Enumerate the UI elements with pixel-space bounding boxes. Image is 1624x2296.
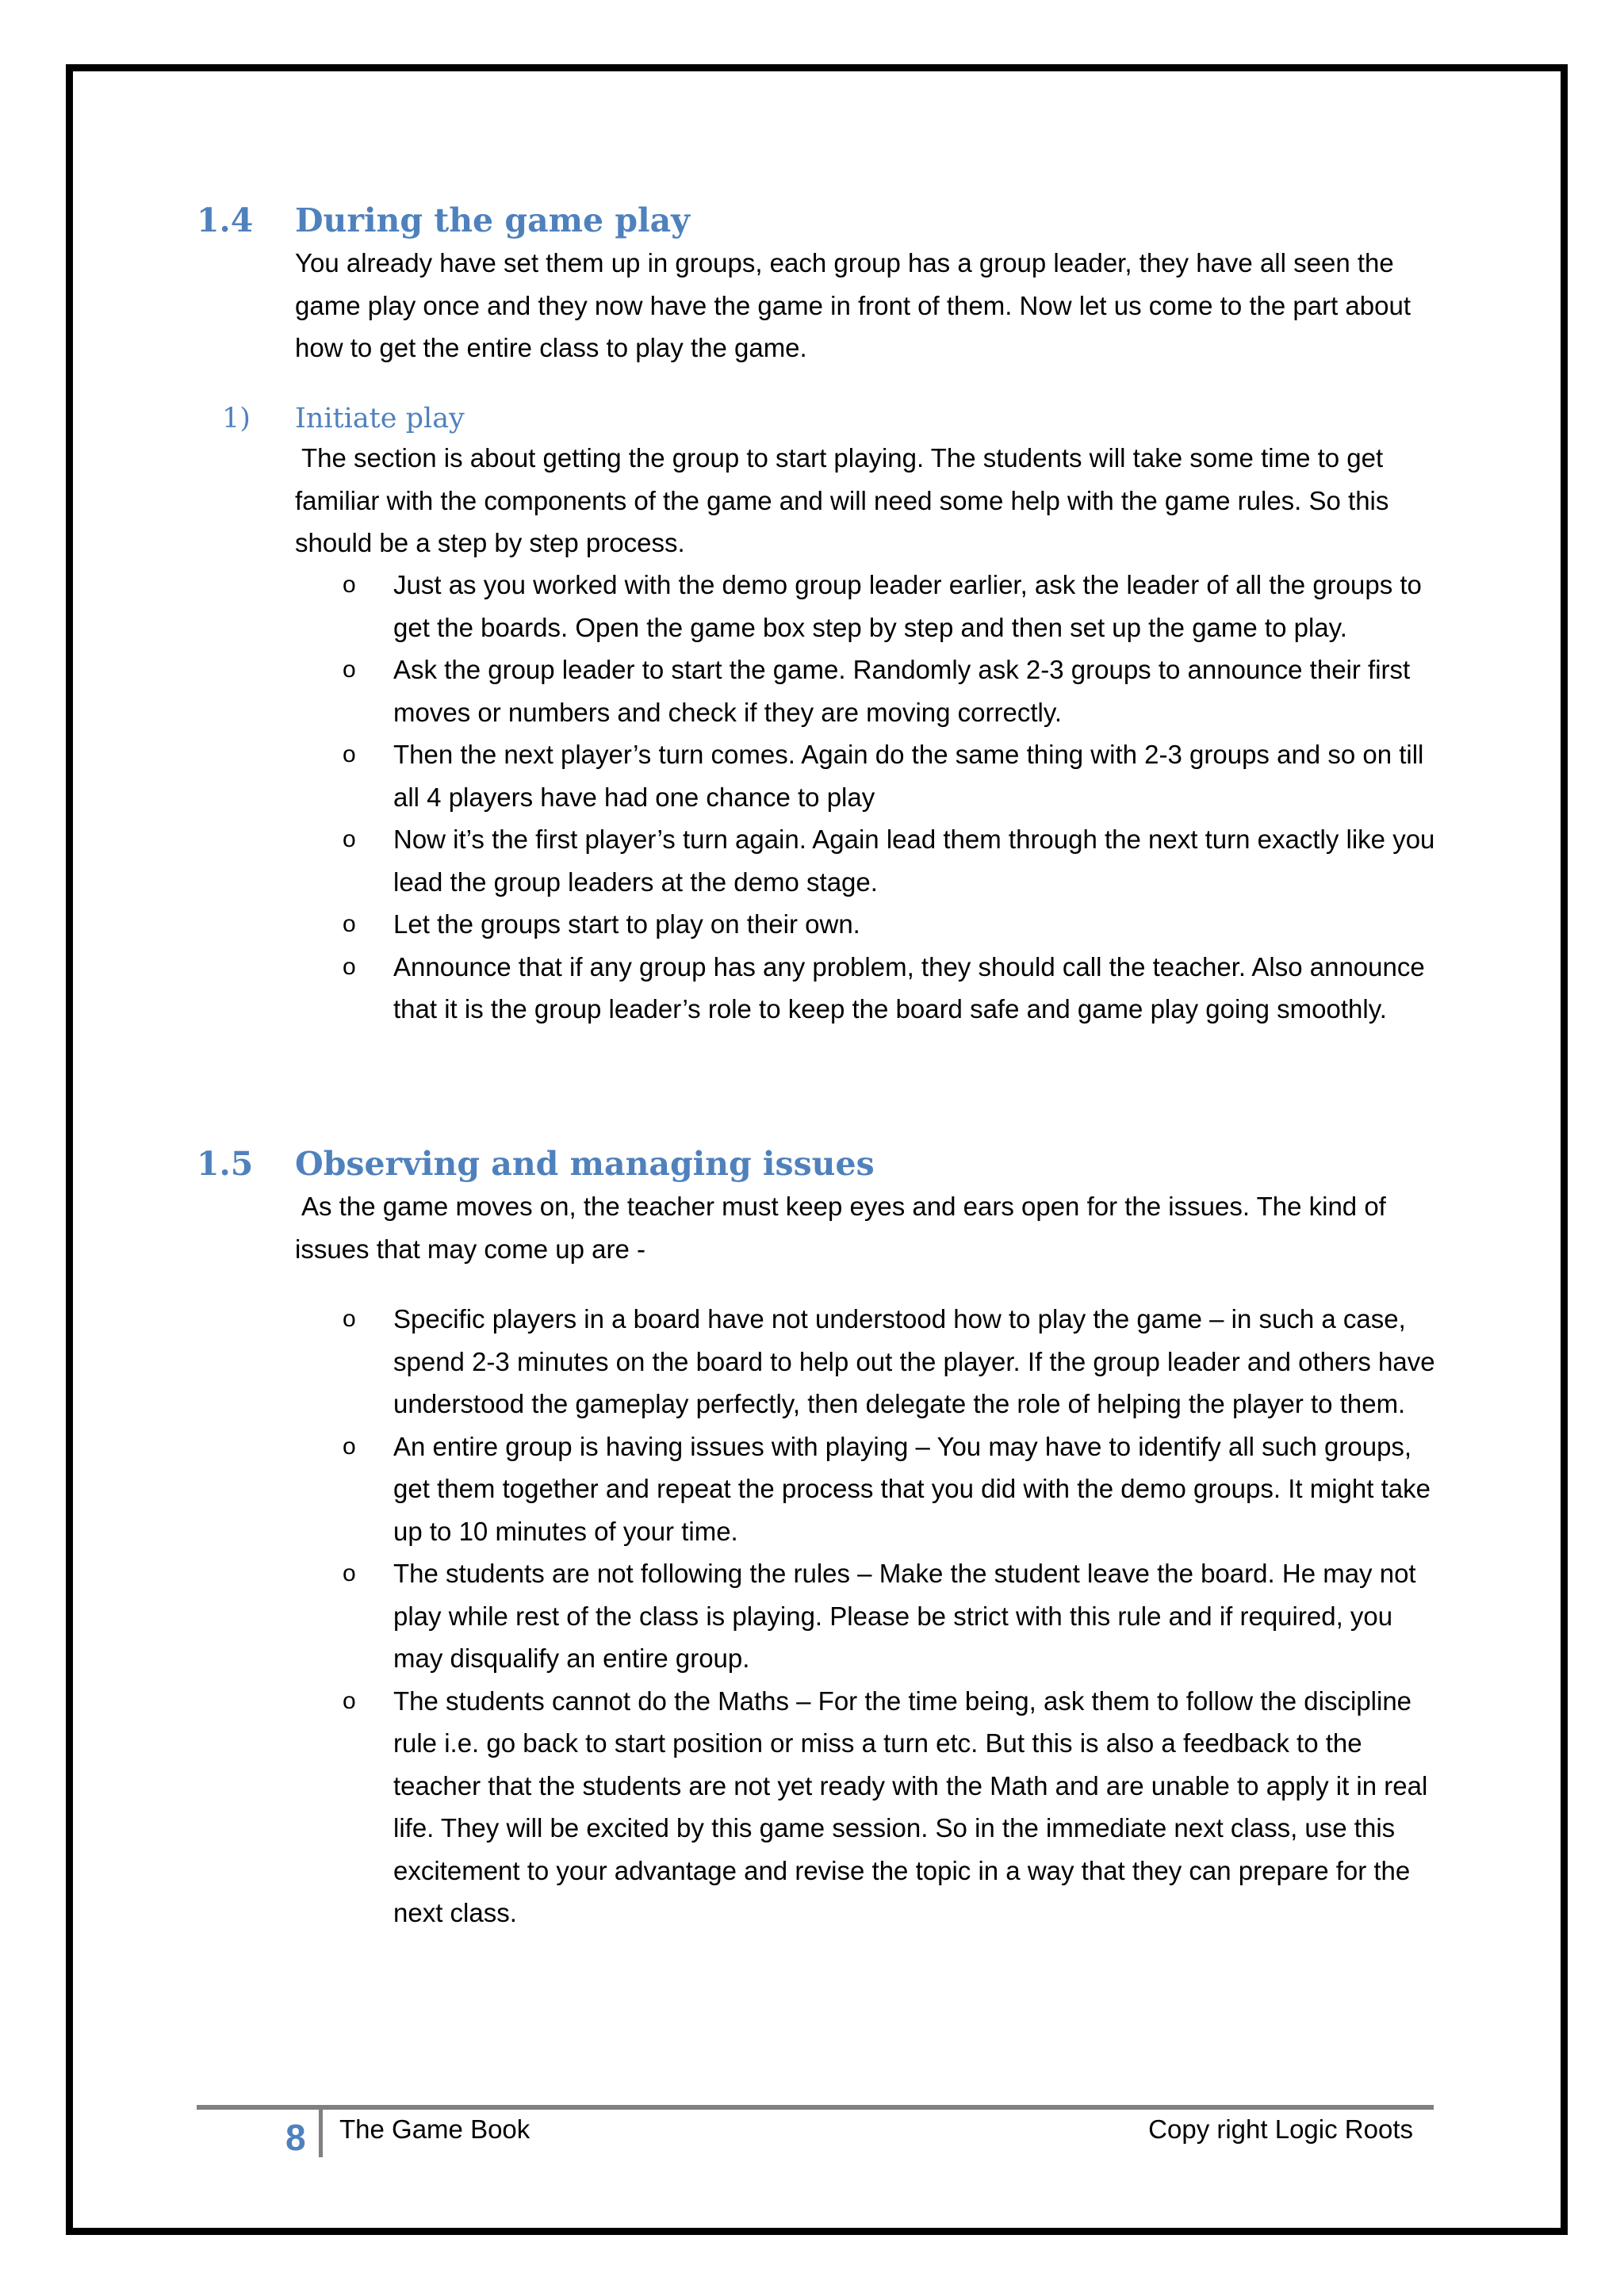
subsection-1-intro: The section is about getting the group to start playing. The students will take some time to get familiar with the components of the game and will need some help with the game rules. So this should be a step by step process.	[295, 443, 1389, 557]
list-item	[295, 1425, 1437, 1553]
list-item-text: Now it’s the first player’s turn again. Again lead them through the next turn exactly like you lead the group leaders at the demo stage.	[393, 825, 1435, 897]
list-item-text: Just as you worked with the demo group leader earlier, ask the leader of all the groups to get the boards. Open the game box step by step and then set up the game to play.	[393, 570, 1422, 642]
bullet-circle-icon: o	[343, 953, 356, 980]
subsection-1-number: 1)	[222, 403, 251, 434]
list-item	[295, 946, 1437, 1031]
list-item-text: Ask the group leader to start the game. Randomly ask 2-3 groups to announce their first moves or numbers and check if they are moving correctly.	[393, 655, 1411, 727]
list-item-text: Then the next player’s turn comes. Again do the same thing with 2-3 groups and so on till all 4 players have had one chance to play	[393, 740, 1424, 812]
footer-rule	[197, 2105, 1434, 2110]
bullet-circle-icon: o	[343, 826, 356, 852]
page-number: 8	[285, 2117, 306, 2158]
section-1-5-number: 1.5	[197, 1145, 254, 1183]
list-item-text: The students are not following the rules – Make the student leave the board. He may not play while rest of the class is playing. Please be strict with this rule and if required, you may disqualify an entire group.	[393, 1559, 1416, 1673]
list-item	[295, 733, 1437, 818]
list-item	[295, 1552, 1437, 1680]
bullet-circle-icon: o	[343, 572, 356, 598]
footer-copyright: Copy right Logic Roots	[1148, 2114, 1413, 2144]
issues-bullet-list	[295, 1298, 1437, 1934]
list-item-text: An entire group is having issues with playing – You may have to identify all such groups, get them together and repeat the process that you did with the demo groups. It might take up to 10 minutes of your time.	[393, 1431, 1431, 1546]
bullet-circle-icon: o	[343, 741, 356, 767]
list-item	[295, 564, 1437, 649]
list-item	[295, 1680, 1437, 1934]
section-1-4-intro: You already have set them up in groups, each group has a group leader, they have all seen the game play once and they now have the game in front of them. Now let us come to the part about how to get the entire class to play the game.	[295, 248, 1411, 362]
bullet-circle-icon: o	[343, 911, 356, 937]
initiate-play-bullet-list	[295, 564, 1437, 1031]
bullet-circle-icon: o	[343, 1560, 356, 1586]
list-item-text: Specific players in a board have not understood how to play the game – in such a case, spend 2-3 minutes on the board to help out the player. If the group leader and others have understood the gameplay perfectly, then delegate the role of helping the player to them.	[393, 1304, 1435, 1418]
list-item-text: The students cannot do the Maths – For the time being, ask them to follow the discipline rule i.e. go back to start position or miss a turn etc. But this is also a feedback to the teacher that the students are not yet ready with the Math and are unable to apply it in real life. They will be excited by this game session. So in the immediate next class, use this excitement to your advantage and revise the topic in a way that they can prepare for the next class.	[393, 1686, 1428, 1927]
list-item	[295, 649, 1437, 733]
list-item-text: Announce that if any group has any problem, they should call the teacher. Also announce that it is the group leader’s role to keep the board safe and game play going smoothly.	[393, 951, 1425, 1024]
footer-divider	[319, 2110, 323, 2157]
list-item	[295, 818, 1437, 903]
list-item-text: Let the groups start to play on their own.	[393, 909, 860, 939]
bullet-circle-icon: o	[343, 1306, 356, 1332]
section-1-4-number: 1.4	[197, 201, 254, 239]
bullet-circle-icon: o	[343, 1433, 356, 1460]
bullet-circle-icon: o	[343, 656, 356, 683]
bullet-circle-icon: o	[343, 1687, 356, 1714]
list-item	[295, 1298, 1437, 1425]
section-1-5-intro: As the game moves on, the teacher must keep eyes and ears open for the issues. The kind of issues that may come up are -	[295, 1192, 1386, 1264]
section-1-5-title: Observing and managing issues	[295, 1145, 875, 1183]
section-1-4-title: During the game play	[295, 201, 691, 239]
subsection-1-title: Initiate play	[295, 403, 465, 434]
footer-book-title: The Game Book	[339, 2114, 530, 2144]
list-item	[295, 903, 1437, 946]
